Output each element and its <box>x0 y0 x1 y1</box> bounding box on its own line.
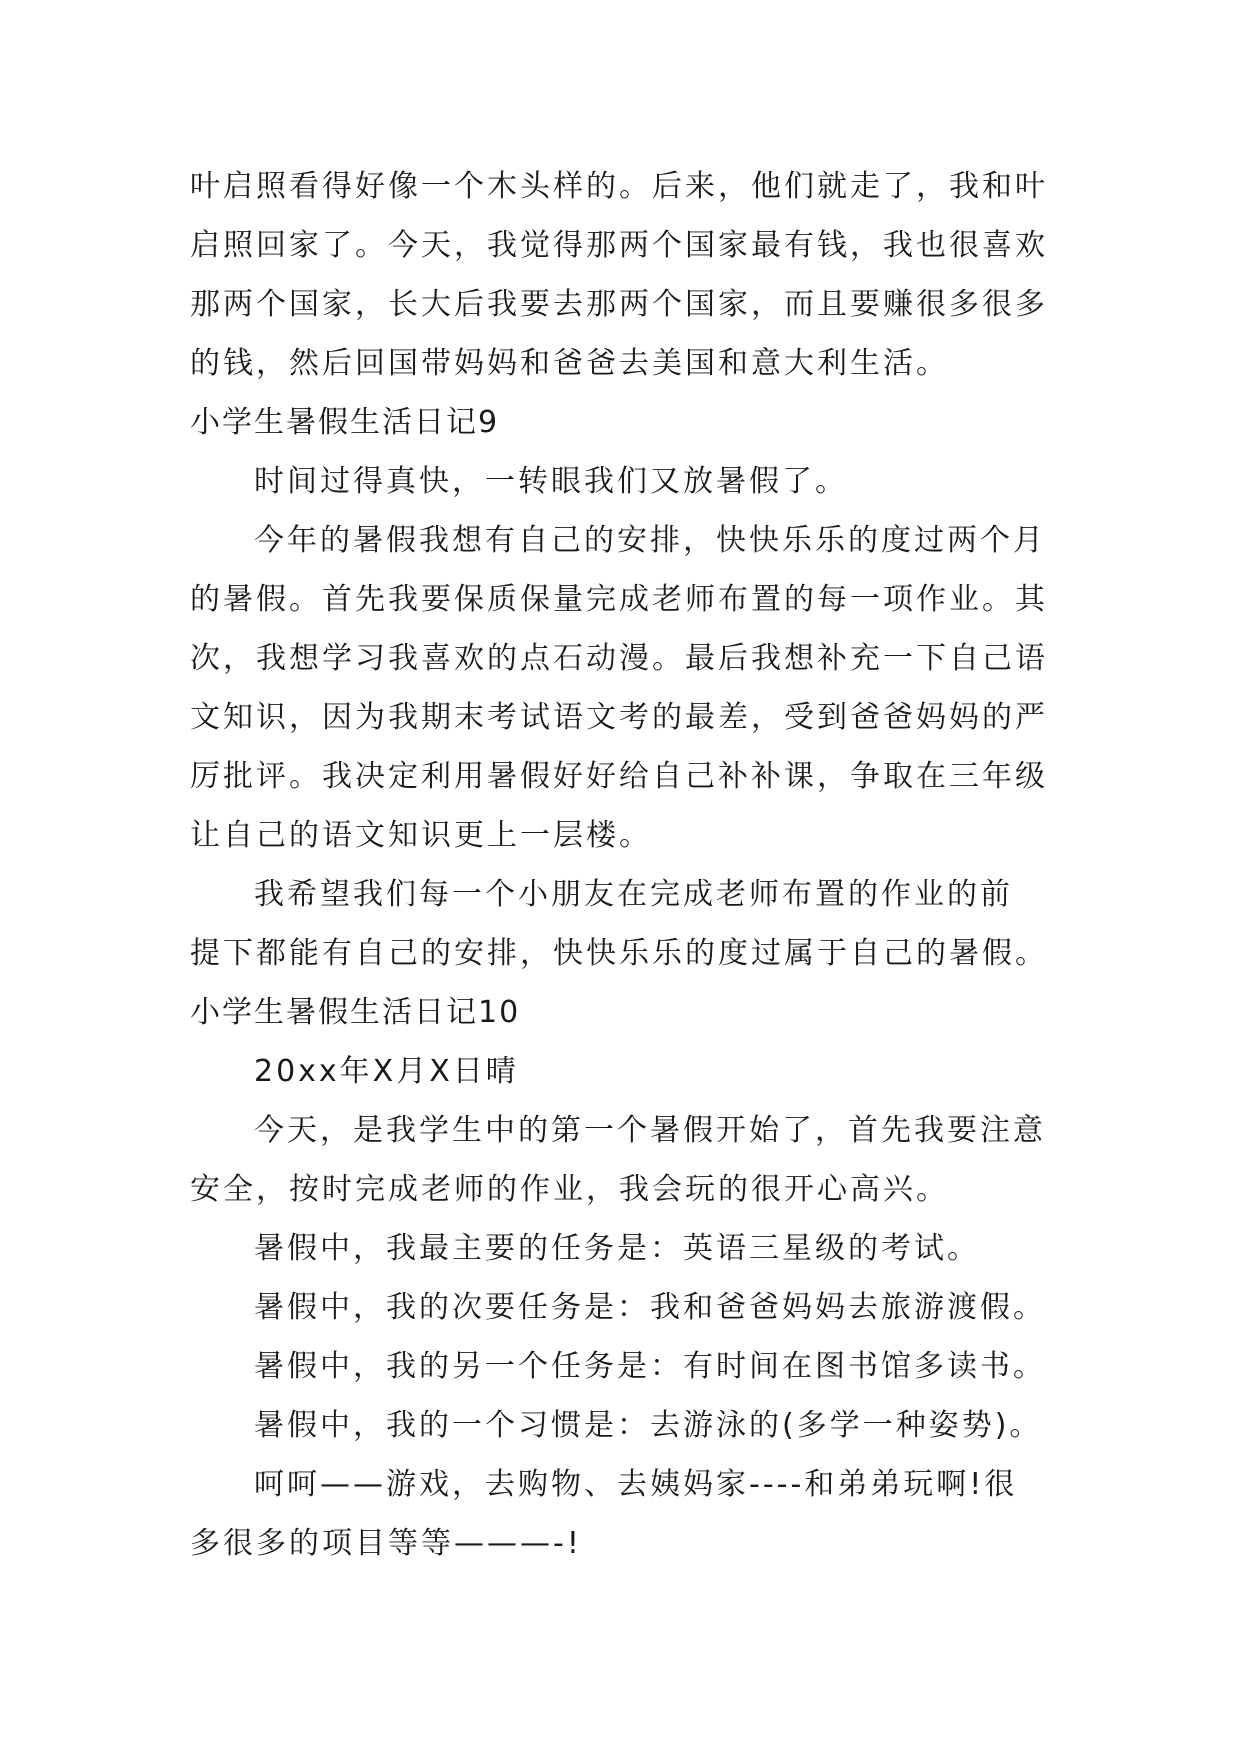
paragraph-line: 暑假中，我的次要任务是：我和爸爸妈妈去旅游渡假。 <box>254 1290 1046 1325</box>
paragraph-line: 今天，是我学生中的第一个暑假开始了，首先我要注意 <box>254 1113 1046 1148</box>
paragraph-line: 启照回家了。今天，我觉得那两个国家最有钱，我也很喜欢 <box>190 228 1048 263</box>
paragraph-line: 的钱，然后回国带妈妈和爸爸去美国和意大利生活。 <box>190 346 949 381</box>
paragraph-line: 厉批评。我决定利用暑假好好给自己补补课，争取在三年级 <box>190 759 1048 794</box>
paragraph-line: 提下都能有自己的安排，快快乐乐的度过属于自己的暑假。 <box>190 936 1048 971</box>
diary-date-line: 20xx年X月X日晴 <box>254 1054 519 1089</box>
paragraph-line: 叶启照看得好像一个木头样的。后来，他们就走了，我和叶 <box>190 169 1048 204</box>
paragraph-line: 文知识，因为我期末考试语文考的最差，受到爸爸妈妈的严 <box>190 700 1048 735</box>
paragraph-line: 时间过得真快，一转眼我们又放暑假了。 <box>254 464 848 499</box>
paragraph-line: 我希望我们每一个小朋友在完成老师布置的作业的前 <box>254 877 1013 912</box>
paragraph-line: 次，我想学习我喜欢的点石动漫。最后我想补充一下自己语 <box>190 641 1048 676</box>
paragraph-line: 暑假中，我的一个习惯是：去游泳的(多学一种姿势)。 <box>254 1408 1043 1443</box>
paragraph-line: 呵呵——游戏，去购物、去姨妈家----和弟弟玩啊!很 <box>254 1467 1018 1502</box>
paragraph-line: 那两个国家，长大后我要去那两个国家，而且要赚很多很多 <box>190 287 1048 322</box>
section-heading: 小学生暑假生活日记9 <box>190 405 500 440</box>
section-heading: 小学生暑假生活日记10 <box>190 995 521 1030</box>
paragraph-line: 今年的暑假我想有自己的安排，快快乐乐的度过两个月 <box>254 523 1046 558</box>
paragraph-line: 多很多的项目等等———-! <box>190 1526 582 1561</box>
paragraph-line: 暑假中，我最主要的任务是：英语三星级的考试。 <box>254 1231 980 1266</box>
paragraph-line: 安全，按时完成老师的作业，我会玩的很开心高兴。 <box>190 1172 949 1207</box>
document-body <box>190 157 1070 1573</box>
paragraph-line: 暑假中，我的另一个任务是：有时间在图书馆多读书。 <box>254 1349 1046 1384</box>
paragraph-line: 的暑假。首先我要保质保量完成老师布置的每一项作业。其 <box>190 582 1048 617</box>
paragraph-line: 让自己的语文知识更上一层楼。 <box>190 818 652 853</box>
